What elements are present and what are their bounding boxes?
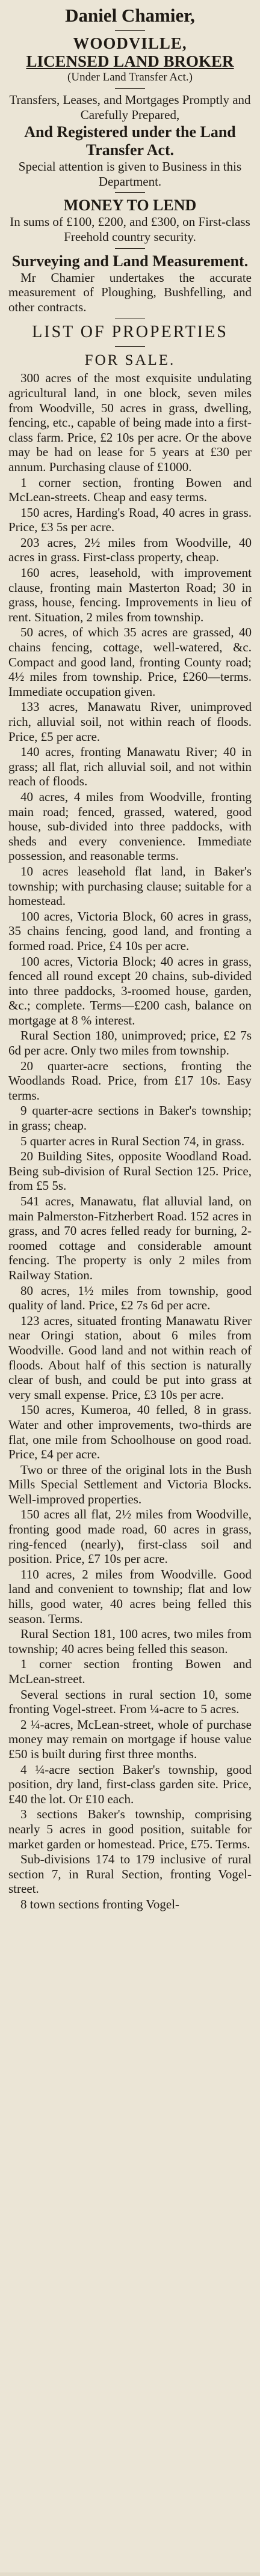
property-listing: 9 quarter-acre sections in Baker's township; in grass; cheap. [8,1103,252,1133]
divider [115,192,145,193]
property-listing: Rural Section 181, 100 acres, two miles from township; 40 acres being felled this season. [8,1627,252,1656]
property-listing: 203 acres, 2½ miles from Woodville, 40 acres in grass. First-class property, cheap. [8,535,252,565]
divider [115,346,145,347]
property-listing: 3 sections Baker's township, comprising nearly 5 acres in good position, suitable for market garden or homestead. Price, £75. Terms. [8,1807,252,1851]
property-list [8,371,252,1911]
property-listing: Several sections in rural section 10, some fronting Vogel-street. From ¼-acre to 5 acres. [8,1687,252,1717]
property-listing: 150 acres, Harding's Road, 40 acres in grass. Price, £3 5s per acre. [8,505,252,535]
property-listing: 150 acres, Kumeroa, 40 felled, 8 in grass. Water and other improvements, two-thirds are flat, one mile from Schoolhouse on good road. Price, £4 per acre. [8,1402,252,1462]
survey-text: Mr Chamier undertakes the accurate measurement of Ploughing, Bushfelling, and other contracts. [8,270,252,314]
property-listing: 4 ¼-acre section Baker's township, good position, dry land, first-class garden site. Price, £40 the lot. Or £10 each. [8,1762,252,1806]
property-listing: 150 acres all flat, 2½ miles from Woodville, fronting good made road, 60 acres in grass, ring-fenced (nearly), first-class soil and position. Price, £7 10s per acre. [8,1507,252,1567]
divider [115,88,145,89]
business-title: LICENSED LAND BROKER [26,52,234,70]
survey-heading: Surveying and Land Measurement. [11,252,249,270]
property-listing: 100 acres, Victoria Block, 60 acres in grass, 35 chains fencing, good land, and fronting a formed road. Price, £4 10s per acre. [8,909,252,953]
property-listing: Two or three of the original lots in the Bush Mills Special Settlement and Victoria Blocks. Well-improved properties. [8,1462,252,1506]
property-listing: 140 acres, fronting Manawatu River; 40 in grass; all flat, rich alluvial soil, and not within reach of floods. [8,744,252,789]
money-heading: MONEY TO LEND [63,196,197,215]
property-listing: Sub-divisions 174 to 179 inclusive of rural section 7, in Rural Section, fronting Vogel-street. [8,1852,252,1896]
property-listing: 40 acres, 4 miles from Woodville, fronting main road; fenced, grassed, watered, good house, sub-divided into three paddocks, with sheds and every convenience. Immediate possession, and reasonable terms. [8,789,252,863]
property-listing: 110 acres, 2 miles from Woodville. Good land and convenient to township; flat and low hills, good water, 40 acres being felled this season. Terms. [8,1567,252,1626]
property-listing: 5 quarter acres in Rural Section 74, in grass. [20,1133,245,1148]
property-listing: 20 Building Sites, opposite Woodland Road. Being sub-division of Rural Section 125. Price, from £5 5s. [8,1149,252,1193]
property-listing: 1 corner section, fronting Bowen and McLean-streets. Cheap and easy terms. [8,475,252,505]
property-listing: 1 corner section fronting Bowen and McLean-street. [8,1657,252,1686]
divider [115,248,145,249]
services-intro: Transfers, Leases, and Mortgages Promptly and Carefully Prepared, [9,93,251,122]
property-listing: 20 quarter-acre sections, fronting the Woodlands Road. Price, from £17 10s. Easy terms. [8,1058,252,1103]
property-listing: 80 acres, 1½ miles from township, good quality of land. Price, £2 7s 6d per acre. [8,1283,252,1313]
services-note: Special attention is given to Business in this Department. [18,159,242,189]
property-listing: 300 acres of the most exquisite undulating agricultural land, in one block, seven miles from Woodville, 50 acres in grass, dwelling, fencing, etc., capable of being made into a first-class farm. Price, £2 10s per acre. Or the above may be had on lease for 5 years at £30 per annum. Purchasing clause of £1000. [8,371,252,474]
property-listing: 8 town sections fronting Vogel- [20,1896,180,1911]
property-listing: 123 acres, situated fronting Manawatu River near Oringi station, about 6 miles from Woodville. Good land and not within reach of floods. About half of this section is naturally clear of bush, and could be put into grass at very small expense. Price, £3 10s per acre. [8,1313,252,1402]
location-heading: WOODVILLE, [73,34,187,52]
property-listing: 100 acres, Victoria Block; 40 acres in grass, fenced all round except 20 chains, sub-divided into three paddocks, 3-roomed house, garden, &c.; complete. Terms—£200 cash, balance on mortgage at 8 % interest. [8,954,252,1028]
paper-edge [0,2572,260,2576]
listings-heading: LIST OF PROPERTIES [32,323,228,342]
business-subtitle: (Under Land Transfer Act.) [67,71,193,84]
money-text: In sums of £100, £200, and £300, on First-class Freehold country security. [10,215,250,244]
property-listing: 10 acres leasehold flat land, in Baker's township; with purchasing clause; suitable for a homestead. [8,863,252,909]
property-listing: 160 acres, leasehold, with improvement clause, fronting main Masterton Road; 30 in grass, house, fencing. Improvements in lieu of rent. Situation, 2 miles from township. [8,565,252,624]
divider [115,30,145,31]
property-listing: 50 acres, of which 35 acres are grassed, 40 chains fencing, cottage, well-watered, &c. Compact and good land, fronting County road; 4½ miles from township. Price, £260—terms. Immediate occupation given. [8,625,252,699]
advertiser-name: Daniel Chamier, [65,5,195,26]
listings-subheading: FOR SALE. [84,352,176,369]
services-registered: And Registered under the Land Transfer Act. [24,123,236,159]
property-listing: 133 acres, Manawatu River, unimproved rich, alluvial soil, not within reach of floods. Price, £5 per acre. [8,699,252,744]
property-listing: 2 ¼-acres, McLean-street, whole of purchase money may remain on mortgage if house value £50 is built during first three months. [8,1717,252,1761]
property-listing: 541 acres, Manawatu, flat alluvial land, on main Palmerston-Fitzherbert Road. 152 acres in grass, and 70 acres felled ready for burning, 2-roomed cottage and considerable amount fencing. The property is only 2 miles from Railway Station. [8,1194,252,1282]
property-listing: Rural Section 180, unimproved; price, £2 7s 6d per acre. Only two miles from township. [8,1028,252,1058]
